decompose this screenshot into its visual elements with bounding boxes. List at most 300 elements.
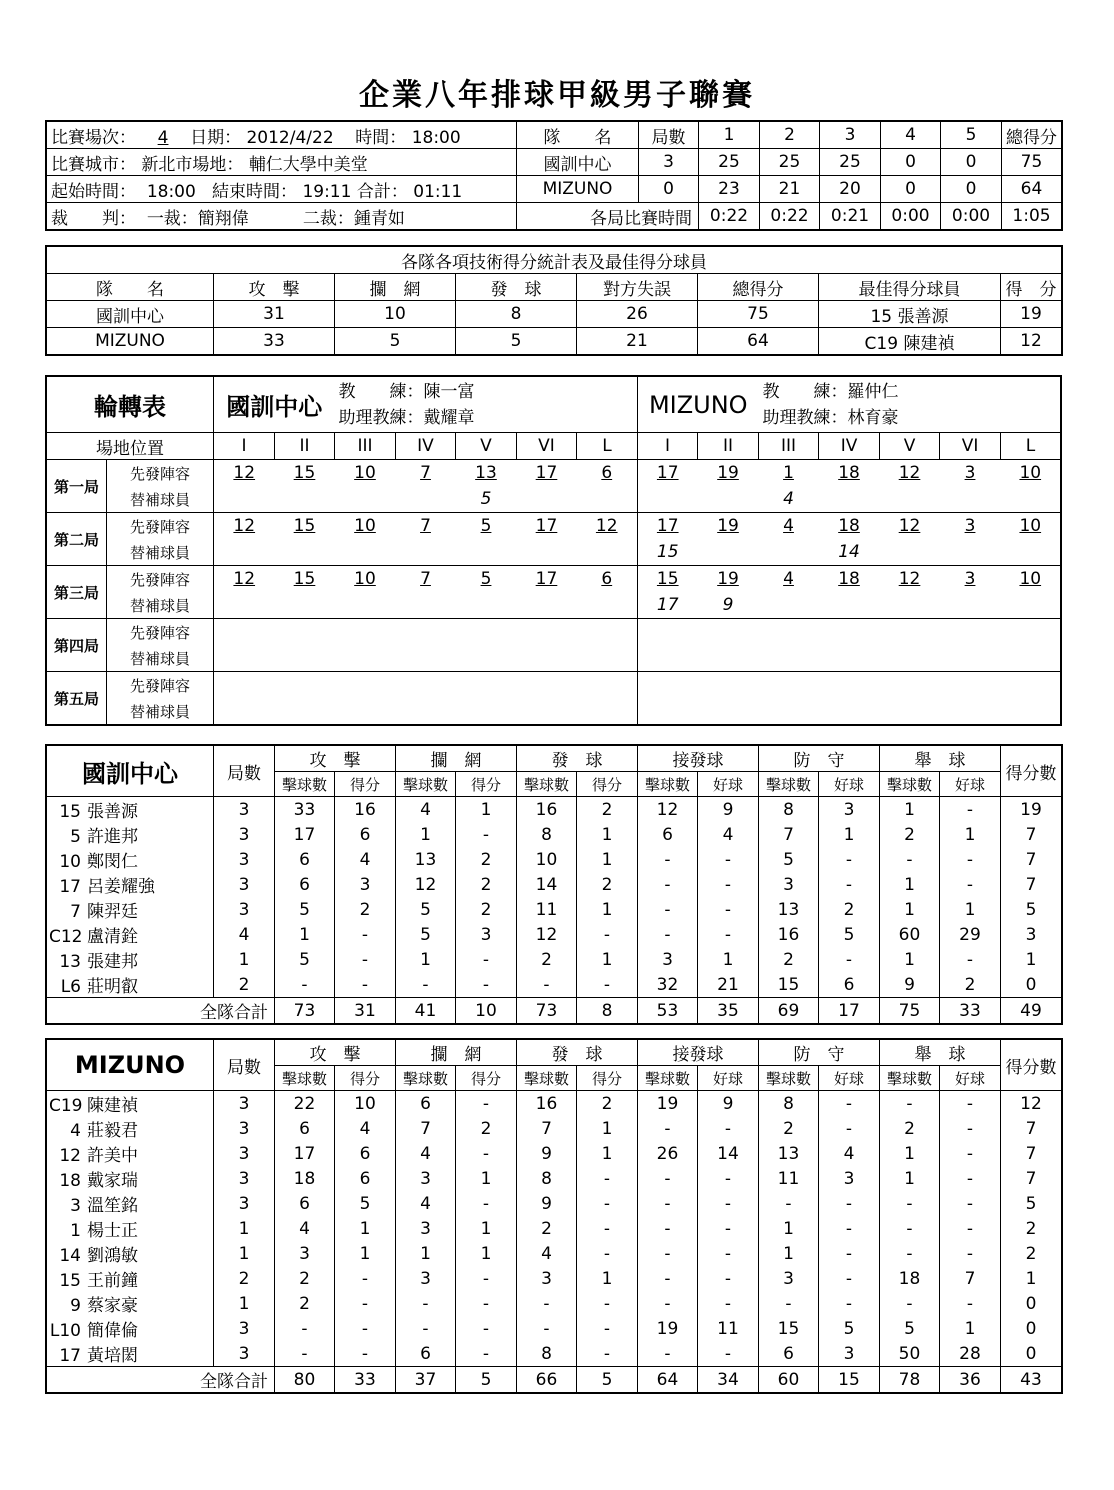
sub-number — [214, 539, 275, 566]
starter-number: 10 — [1001, 513, 1061, 540]
stat-value: 17 — [275, 822, 335, 847]
set-label: 第五局 — [47, 672, 107, 725]
stat-value: 6 — [396, 1341, 456, 1367]
stat-value: - — [335, 947, 396, 972]
sub-number: 15 — [638, 539, 698, 566]
starter-number: 6 — [577, 460, 638, 487]
total-header: 總得分 — [1002, 122, 1062, 149]
stat-value: 16 — [335, 797, 396, 823]
sub-number — [577, 698, 638, 725]
player-name: 9 蔡家豪 — [47, 1291, 214, 1316]
player-number: 14 — [59, 1246, 81, 1266]
rotation-sub-row — [47, 592, 1061, 619]
team-total-value: 73 — [275, 998, 335, 1024]
stat-value: 0 — [1001, 1291, 1062, 1316]
team-total-value: 17 — [819, 998, 880, 1024]
stat-value: - — [638, 1291, 698, 1316]
starter-number: 15 — [638, 566, 698, 593]
player-row — [47, 922, 1062, 947]
stat-value: 1 — [214, 1216, 275, 1241]
starter-number — [698, 672, 759, 699]
stat-value: - — [940, 1166, 1001, 1191]
team-total-label: 全隊合計 — [47, 1367, 275, 1393]
sets-header: 局數 — [214, 746, 275, 797]
stat-value: 4 — [396, 1191, 456, 1216]
starter-number: 5 — [456, 513, 517, 540]
starter-number: 10 — [1001, 460, 1061, 487]
stat-value: - — [456, 972, 517, 998]
stat-value: 14 — [517, 872, 577, 897]
match-info-table: 比賽場次： 4 日期： 2012/4/22 時間： 18:00 隊 名 局數 1 2 3 4 5 總得分 比賽城市： 新北市場地： 輔仁大學中美堂 國訓中心 3 25 25 25 0 0 75 起始時間： 18:00 結束時間： 19:11 合計： 01:11 MIZUNO 0 23 21 20 0 0 64 裁 判： 一裁：簡翔偉 二裁：鍾青如 各局比賽時間 0:22 0:22 0:21 0:00 0:00 1:05 — [46, 121, 1062, 230]
team-total-value: 35 — [698, 998, 759, 1024]
sub-number — [517, 539, 577, 566]
sub-label: 替補球員 — [107, 486, 214, 513]
stat-value: 7 — [517, 1116, 577, 1141]
stat-value: - — [698, 1241, 759, 1266]
sub-number — [396, 539, 456, 566]
stat-value: 7 — [1001, 847, 1062, 872]
stat-value: - — [275, 972, 335, 998]
stat-value: 6 — [275, 1116, 335, 1141]
stat-sub-header: 擊球數 — [517, 1066, 577, 1091]
stat-value: - — [819, 947, 880, 972]
stat-value: 28 — [940, 1341, 1001, 1367]
starter-number — [577, 672, 638, 699]
rotation-set-row — [47, 672, 1061, 699]
stat-value: - — [396, 1316, 456, 1341]
points-header: 得分數 — [1001, 1040, 1062, 1091]
player-number: 10 — [59, 852, 81, 872]
sub-number — [214, 486, 275, 513]
stat-value: 16 — [517, 1091, 577, 1117]
sub-number — [577, 486, 638, 513]
stat-value: 1 — [456, 1166, 517, 1191]
sub-number — [577, 539, 638, 566]
tech-row: 國訓中心 31 10 8 26 75 15 張善源 19 — [47, 301, 1062, 328]
starter-number: 10 — [1001, 566, 1061, 593]
stat-value: - — [638, 1266, 698, 1291]
starter-number — [940, 619, 1001, 646]
stat-value: 10 — [335, 1091, 396, 1117]
starter-number: 4 — [759, 566, 819, 593]
stat-value: - — [940, 1216, 1001, 1241]
match-venue: 輔仁大學中美堂 — [248, 154, 368, 175]
stat-value: - — [396, 972, 456, 998]
starter-number: 12 — [880, 566, 940, 593]
stat-group-header: 發 球 — [517, 1040, 638, 1066]
starter-number: 12 — [577, 513, 638, 540]
team-a-name: 國訓中心 — [214, 377, 335, 433]
sub-number — [638, 645, 698, 672]
position-label: 場地位置 — [47, 433, 214, 460]
stat-value: 3 — [214, 897, 275, 922]
team-b-coach: 羅仲仁 — [847, 381, 899, 402]
player-name: 17 黃培閎 — [47, 1341, 214, 1367]
stat-value: 2 — [577, 797, 638, 823]
stat-value: 3 — [819, 1166, 880, 1191]
stat-sub-header: 擊球數 — [396, 1066, 456, 1091]
stat-value: 1 — [396, 947, 456, 972]
stat-value: 3 — [396, 1166, 456, 1191]
stat-value: 1 — [396, 1241, 456, 1266]
stat-value: - — [456, 1266, 517, 1291]
starter-number — [880, 619, 940, 646]
stat-value: 3 — [214, 797, 275, 823]
stat-value: 1 — [335, 1241, 396, 1266]
stat-value: - — [698, 897, 759, 922]
set-label: 第三局 — [47, 566, 107, 619]
stat-value: 9 — [698, 1091, 759, 1117]
stat-value: - — [698, 847, 759, 872]
position-header: I — [214, 433, 275, 460]
stat-sub-header: 得分 — [456, 772, 517, 797]
stat-value: 3 — [517, 1266, 577, 1291]
stat-value: 2 — [880, 1116, 940, 1141]
starter-number: 17 — [517, 460, 577, 487]
stat-value: 7 — [759, 822, 819, 847]
starter-number — [698, 619, 759, 646]
stat-value: 2 — [275, 1291, 335, 1316]
stat-value: - — [698, 922, 759, 947]
stat-value: 1 — [1001, 947, 1062, 972]
sub-number — [940, 698, 1001, 725]
starter-number — [214, 619, 275, 646]
stat-sub-header: 擊球數 — [275, 1066, 335, 1091]
player-row — [47, 872, 1062, 897]
stat-value: 11 — [698, 1316, 759, 1341]
sub-number — [698, 539, 759, 566]
team-b-coaches: 教 練：羅仲仁 助理教練：林育豪 — [759, 377, 1061, 433]
team-total-row — [47, 998, 1062, 1024]
team-total-value: 75 — [880, 998, 940, 1024]
stat-value: 1 — [940, 822, 1001, 847]
stat-value: - — [698, 1266, 759, 1291]
sub-number — [759, 539, 819, 566]
stat-value: 8 — [759, 797, 819, 823]
sub-number — [940, 539, 1001, 566]
starter-number — [214, 672, 275, 699]
stat-value: 16 — [759, 922, 819, 947]
starter-number — [396, 672, 456, 699]
stat-sub-header: 擊球數 — [880, 1066, 940, 1091]
position-header: IV — [819, 433, 880, 460]
stat-value: - — [940, 1241, 1001, 1266]
stat-value: 0 — [1001, 1316, 1062, 1341]
sub-number — [517, 592, 577, 619]
rotation-table — [46, 376, 1061, 725]
starter-number: 3 — [940, 513, 1001, 540]
stat-value: - — [698, 1191, 759, 1216]
player-name: 3 溫笙銘 — [47, 1191, 214, 1216]
stat-value: 1 — [577, 1116, 638, 1141]
team-a-stats-table — [46, 745, 1062, 1024]
stat-value: 5 — [1001, 897, 1062, 922]
team-total-value: 49 — [1001, 998, 1062, 1024]
stat-sub-header: 擊球數 — [638, 772, 698, 797]
stat-value: 60 — [880, 922, 940, 947]
starter-number: 4 — [759, 513, 819, 540]
tech-row: MIZUNO 33 5 5 21 64 C19 陳建禎 12 — [47, 328, 1062, 355]
stat-value: 0 — [1001, 1341, 1062, 1367]
player-name: 4 莊毅君 — [47, 1116, 214, 1141]
team-total-value: 5 — [577, 1367, 638, 1393]
total-time: 01:11 — [413, 181, 463, 202]
stat-value: 4 — [396, 1141, 456, 1166]
stat-sub-header: 得分 — [577, 772, 638, 797]
starter-number: 17 — [517, 566, 577, 593]
team-total-value: 69 — [759, 998, 819, 1024]
starter-number — [940, 672, 1001, 699]
sub-number — [759, 592, 819, 619]
stat-value: - — [940, 947, 1001, 972]
rotation-set-row — [47, 460, 1061, 487]
stat-value: - — [819, 847, 880, 872]
stat-value: 15 — [759, 1316, 819, 1341]
stat-value: - — [456, 1341, 517, 1367]
stat-group-header: 舉 球 — [880, 1040, 1001, 1066]
stat-value: - — [819, 1266, 880, 1291]
sub-number — [880, 698, 940, 725]
stat-value: 3 — [759, 1266, 819, 1291]
stat-value: 7 — [1001, 1141, 1062, 1166]
player-row — [47, 897, 1062, 922]
stat-value: 3 — [638, 947, 698, 972]
rotation-title: 輪轉表 — [47, 377, 214, 433]
stat-value: 29 — [940, 922, 1001, 947]
stat-value: 2 — [577, 1091, 638, 1117]
team-total-value: 33 — [940, 998, 1001, 1024]
stat-value: - — [940, 797, 1001, 823]
stat-sub-header: 得分 — [456, 1066, 517, 1091]
starter-number: 12 — [880, 460, 940, 487]
player-row — [47, 947, 1062, 972]
team-a-coaches: 教 練：陳一富 助理教練：戴耀章 — [335, 377, 638, 433]
stat-value: 1 — [759, 1241, 819, 1266]
stat-value: 33 — [275, 797, 335, 823]
player-number: L10 — [49, 1321, 81, 1341]
stat-value: 2 — [214, 1266, 275, 1291]
stat-sub-header: 好球 — [698, 772, 759, 797]
stat-value: 2 — [1001, 1216, 1062, 1241]
starter-number — [275, 672, 335, 699]
starter-number: 12 — [214, 566, 275, 593]
team-total-value: 10 — [456, 998, 517, 1024]
player-row — [47, 1141, 1062, 1166]
stat-value: 7 — [1001, 872, 1062, 897]
stat-value: 2 — [214, 972, 275, 998]
stat-value: 6 — [275, 872, 335, 897]
player-number: 3 — [70, 1196, 81, 1216]
stat-value: - — [698, 1116, 759, 1141]
referee-2: 二裁：鍾青如 — [302, 208, 405, 229]
player-name: 10 鄭閔仁 — [47, 847, 214, 872]
player-row — [47, 972, 1062, 998]
stat-value: 3 — [819, 1341, 880, 1367]
team-b-stats-table — [46, 1039, 1062, 1393]
stat-value: - — [819, 1291, 880, 1316]
sub-number — [577, 592, 638, 619]
team-b-assistant: 林育豪 — [847, 407, 899, 428]
match-row-4: 裁 判： 一裁：簡翔偉 二裁：鍾青如 — [47, 203, 517, 230]
sub-number — [335, 539, 396, 566]
stat-group-header: 攻 擊 — [275, 1040, 396, 1066]
stat-value: 13 — [759, 1141, 819, 1166]
sub-label: 替補球員 — [107, 592, 214, 619]
sub-number — [638, 486, 698, 513]
sub-number — [819, 486, 880, 513]
stat-value: 6 — [638, 822, 698, 847]
stat-value: - — [275, 1341, 335, 1367]
starter-number — [638, 672, 698, 699]
player-row — [47, 1216, 1062, 1241]
team-total-value: 73 — [517, 998, 577, 1024]
stat-group-header: 接發球 — [638, 1040, 759, 1066]
stat-value: 4 — [335, 847, 396, 872]
set-time-label: 各局比賽時間 — [517, 203, 699, 230]
stat-value: 1 — [456, 1241, 517, 1266]
sub-number — [1001, 486, 1061, 513]
player-number: 1 — [70, 1221, 81, 1241]
stat-value: - — [577, 1191, 638, 1216]
stat-value: - — [456, 1316, 517, 1341]
stat-value: - — [819, 1116, 880, 1141]
team-name: MIZUNO — [47, 1040, 214, 1091]
stat-value: 5 — [396, 922, 456, 947]
end-time: 19:11 — [302, 181, 352, 202]
stat-group-header: 舉 球 — [880, 746, 1001, 772]
player-number: 9 — [70, 1296, 81, 1316]
team-total-value: 60 — [759, 1367, 819, 1393]
player-number: 7 — [70, 902, 81, 922]
starter-number — [819, 619, 880, 646]
stat-sub-header: 擊球數 — [759, 772, 819, 797]
starter-number: 7 — [396, 566, 456, 593]
player-number: 15 — [59, 802, 81, 822]
sub-number — [880, 645, 940, 672]
starter-number: 3 — [940, 566, 1001, 593]
stat-value: - — [456, 1291, 517, 1316]
stat-group-header: 攻 擊 — [275, 746, 396, 772]
team-a-coach: 陳一富 — [423, 381, 475, 402]
stat-value: 2 — [577, 872, 638, 897]
stat-value: 32 — [638, 972, 698, 998]
starter-number: 17 — [638, 513, 698, 540]
stat-value: 4 — [698, 822, 759, 847]
stat-sub-header: 擊球數 — [880, 772, 940, 797]
stat-value: - — [638, 1241, 698, 1266]
stat-value: 1 — [940, 1316, 1001, 1341]
stat-value: 13 — [396, 847, 456, 872]
sub-number — [456, 698, 517, 725]
stat-value: 3 — [456, 922, 517, 947]
match-date: 2012/4/22 — [246, 127, 334, 148]
starter-number: 19 — [698, 460, 759, 487]
starter-number: 18 — [819, 566, 880, 593]
sub-number — [880, 486, 940, 513]
stat-sub-header: 好球 — [940, 1066, 1001, 1091]
starter-number: 10 — [335, 460, 396, 487]
stat-value: 3 — [214, 1166, 275, 1191]
sub-number — [275, 645, 335, 672]
starter-number: 6 — [577, 566, 638, 593]
stat-value: - — [940, 1141, 1001, 1166]
stat-value: 22 — [275, 1091, 335, 1117]
sub-number — [1001, 539, 1061, 566]
stat-value: 5 — [880, 1316, 940, 1341]
stat-value: 19 — [638, 1091, 698, 1117]
sub-number — [880, 592, 940, 619]
stat-value: 3 — [214, 1141, 275, 1166]
sub-number — [396, 486, 456, 513]
stat-value: 14 — [698, 1141, 759, 1166]
stat-group-header: 防 守 — [759, 746, 880, 772]
rotation-sub-row — [47, 539, 1061, 566]
rotation-sub-row — [47, 486, 1061, 513]
player-name: L6 莊明叡 — [47, 972, 214, 998]
stat-value: - — [940, 847, 1001, 872]
stat-value: 1 — [577, 1266, 638, 1291]
team-header: 隊 名 — [517, 122, 639, 149]
player-row — [47, 1166, 1062, 1191]
sub-number — [577, 645, 638, 672]
team-total-value: 31 — [335, 998, 396, 1024]
position-header: V — [456, 433, 517, 460]
stat-value: 3 — [759, 872, 819, 897]
sub-number — [1001, 592, 1061, 619]
sub-number: 14 — [819, 539, 880, 566]
stat-value: 6 — [335, 1141, 396, 1166]
stat-value: - — [456, 1091, 517, 1117]
stat-value: 1 — [396, 822, 456, 847]
stat-value: 4 — [396, 797, 456, 823]
stat-value: - — [275, 1316, 335, 1341]
stat-value: 1 — [577, 897, 638, 922]
stat-value: 12 — [1001, 1091, 1062, 1117]
team-total-value: 34 — [698, 1367, 759, 1393]
starter-number — [880, 672, 940, 699]
stat-value: 4 — [517, 1241, 577, 1266]
stat-value: - — [638, 922, 698, 947]
stat-value: 7 — [396, 1116, 456, 1141]
stat-group-header: 接發球 — [638, 746, 759, 772]
stat-value: - — [456, 947, 517, 972]
sub-number — [517, 698, 577, 725]
player-row — [47, 847, 1062, 872]
player-name: 15 王前鐘 — [47, 1266, 214, 1291]
team-total-value: 15 — [819, 1367, 880, 1393]
stat-value: 2 — [456, 847, 517, 872]
stat-value: - — [638, 1341, 698, 1367]
stat-value: 1 — [577, 847, 638, 872]
starter-number — [759, 619, 819, 646]
start-time: 18:00 — [146, 181, 196, 202]
starter-number: 19 — [698, 566, 759, 593]
player-number: 17 — [59, 877, 81, 897]
stat-value: 50 — [880, 1341, 940, 1367]
position-header: IV — [396, 433, 456, 460]
starter-number — [456, 619, 517, 646]
stat-value: 2 — [456, 1116, 517, 1141]
stat-value: 6 — [335, 1166, 396, 1191]
stat-value: 26 — [638, 1141, 698, 1166]
sub-number — [275, 539, 335, 566]
stat-value: 5 — [275, 897, 335, 922]
stat-group-header: 攔 網 — [396, 1040, 517, 1066]
stat-value: - — [577, 1241, 638, 1266]
starter-number: 12 — [880, 513, 940, 540]
stat-sub-header: 好球 — [698, 1066, 759, 1091]
sub-number — [214, 592, 275, 619]
